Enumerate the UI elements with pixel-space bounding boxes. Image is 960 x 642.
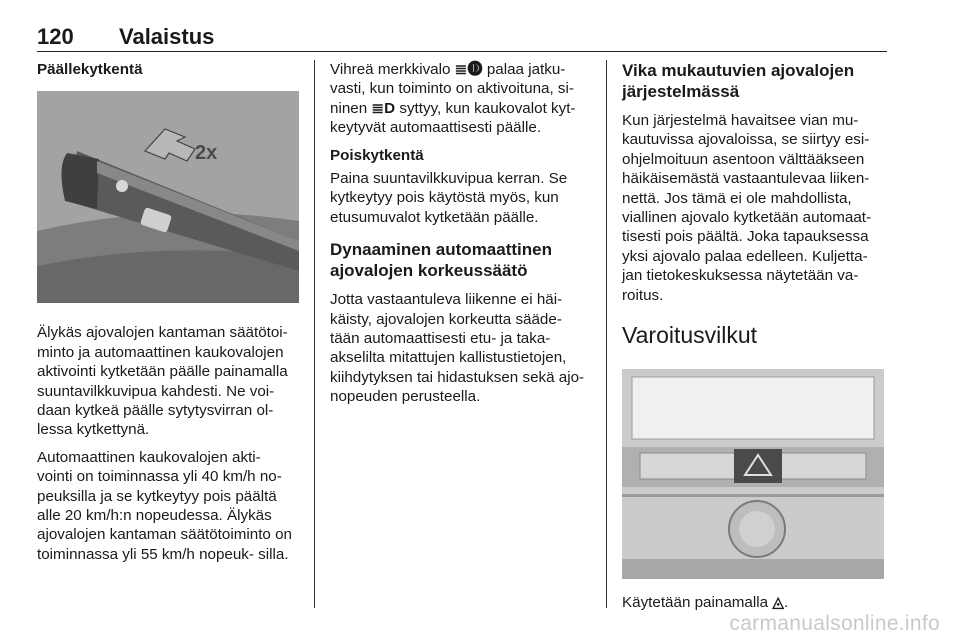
text: Vihreä merkkivalo [330,61,451,78]
paragraph: Kun järjestelmä havaitsee vian mu- kautuvissa ajovaloissa, se siirtyy esi- ohjelmoituun asentoon välttääkseen häikäisemästä vastaantulevaa liiken- nettä. Jos tämä ei ole mahdollista, viallinen ajovalo kytketään automaat- tisesti pois päältä. Joka tapauksessa yksi ajovalo palaa edelleen. Kuljetta- jan tietokeskuksessa näytetään va- roitus. [622,112,872,304]
column-3 [622,60,888,620]
text: palaa jatku- vasti, kun toiminto on aktivoituna, si- ninen [330,61,574,117]
hazard-button-figure [622,369,884,579]
section-title: Varoitusvilkut [622,322,758,349]
green-auto-high-beam-icon: ≣🅓 [454,61,483,78]
paragraph: Automaattinen kaukovalojen akti- vointi on toiminnassa yli 40 km/h no- peuksilla ja se kytkeytyy pois päältä alle 20 km/h:n nopeudessa. Älykäs ajovalojen kantaman säätötoiminto on toiminnassa yli 55 km/h nopeuk- silla. [37,448,292,563]
paragraph [622,593,888,612]
dashboard-hazard-illustration [622,369,884,579]
subheading-switch-off: Poiskytkentä [330,146,424,164]
paragraph: Jotta vastaantuleva liikenne ei häi- käisty, ajovalojen korkeutta sääde- tään automaattisesti etu- ja taka- akselilta mitattujen kallistustietojen, kiihdytyksen tai hidastuksen sekä ajo- nopeuden perusteella. [330,291,585,406]
text: syttyy, kun kaukovalot kyt- keytyvät automaattisesti päälle. [330,99,576,137]
blue-high-beam-icon: ≣D [371,99,396,117]
page-number: 120 [37,24,74,49]
text: . [784,594,789,612]
hazard-warning-icon: ◬ [772,594,784,612]
paragraph: Paina suuntavilkkuvipua kerran. Se kytkeytyy pois käytöstä myös, kun etusumuvalot kytketään päälle. [330,170,568,226]
header-divider [37,51,887,52]
press-twice-label: 2x [195,142,218,165]
turn-signal-lever-figure [37,91,299,303]
page-title: Valaistus [119,24,215,49]
column-divider [314,60,315,608]
column-divider [606,60,607,608]
turn-signal-lever-illustration [37,91,299,303]
column-2 [330,60,592,415]
column-1 [37,60,299,572]
paragraph: Älykäs ajovalojen kantaman säätötoi- minto ja automaattinen kaukovalojen aktivointi kytketään päälle painamalla suuntavilkkuvipua kahdesti. Ne voi- daan kytkeä päälle sytytysvirran ol- lessa kytkettynä. [37,324,288,439]
watermark: carmanualsonline.info [729,612,940,635]
paragraph [330,60,592,138]
text: Käytetään painamalla [622,594,769,612]
subheading-switch-on: Päällekytkentä [37,61,143,78]
section-heading: Dynaaminen automaattinen ajovalojen korkeussäätö [330,240,552,281]
page-header [37,24,887,52]
section-heading: Vika mukautuvien ajovalojen järjestelmässä [622,61,855,101]
